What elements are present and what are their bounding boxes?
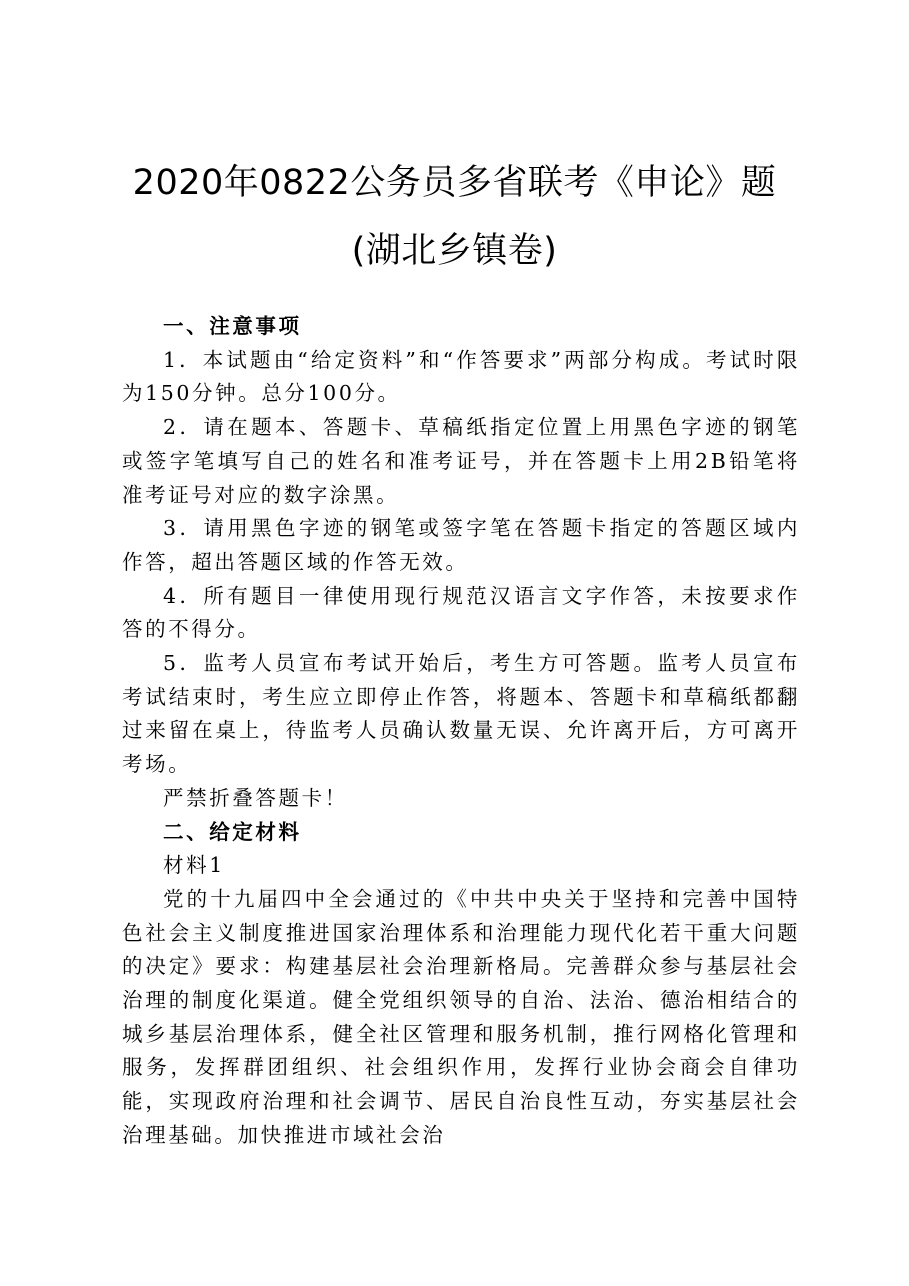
document-body bbox=[122, 310, 800, 1153]
notice-warning: 严禁折叠答题卡！ bbox=[163, 785, 348, 810]
material-label: 材料1 bbox=[163, 853, 225, 878]
material-paragraph: 党的十九届四中全会通过的《中共中央关于坚持和完善中国特色社会主义制度推进国家治理体系和治理能力现代化若干重大问题的决定》要求：构建基层社会治理新格局。完善群众参与基层社会治理的制度化渠道。健全党组织领导的自治、法治、德治相结合的城乡基层治理体系，健全社区管理和服务机制，推行网格化管理和服务，发挥群团组织、社会组织作用，发挥行业协会商会自律功能，实现政府治理和社会调节、居民自治良性互动，夯实基层社会治理基础。加快推进市域社会治 bbox=[122, 886, 800, 1147]
document-subtitle: (湖北乡镇卷) bbox=[351, 231, 558, 271]
document-title: 2020年0822公务员多省联考《申论》题 bbox=[132, 163, 777, 203]
section-heading-materials: 二、给定材料 bbox=[163, 819, 302, 844]
notice-item-5: 5．监考人员宣布考试开始后，考生方可答题。监考人员宣布考试结束时，考生应立即停止作答，将题本、答题卡和草稿纸都翻过来留在桌上，待监考人员确认数量无误、允许离开后，方可离开考场。 bbox=[122, 651, 800, 777]
notice-item-1: 1．本试题由“给定资料”和“作答要求”两部分构成。考试时限为150分钟。总分100分。 bbox=[122, 347, 800, 406]
notice-item-3: 3．请用黑色字迹的钢笔或签字笔在答题卡指定的答题区域内作答，超出答题区域的作答无效。 bbox=[122, 516, 800, 574]
notice-item-4: 4．所有题目一律使用现行规范汉语言文字作答，未按要求作答的不得分。 bbox=[122, 583, 800, 642]
notice-item-2: 2．请在题本、答题卡、草稿纸指定位置上用黑色字迹的钢笔或签字笔填写自己的姓名和准考证号，并在答题卡上用2B铅笔将准考证号对应的数字涂黑。 bbox=[122, 415, 800, 507]
section-heading-notices: 一、注意事项 bbox=[163, 314, 302, 338]
